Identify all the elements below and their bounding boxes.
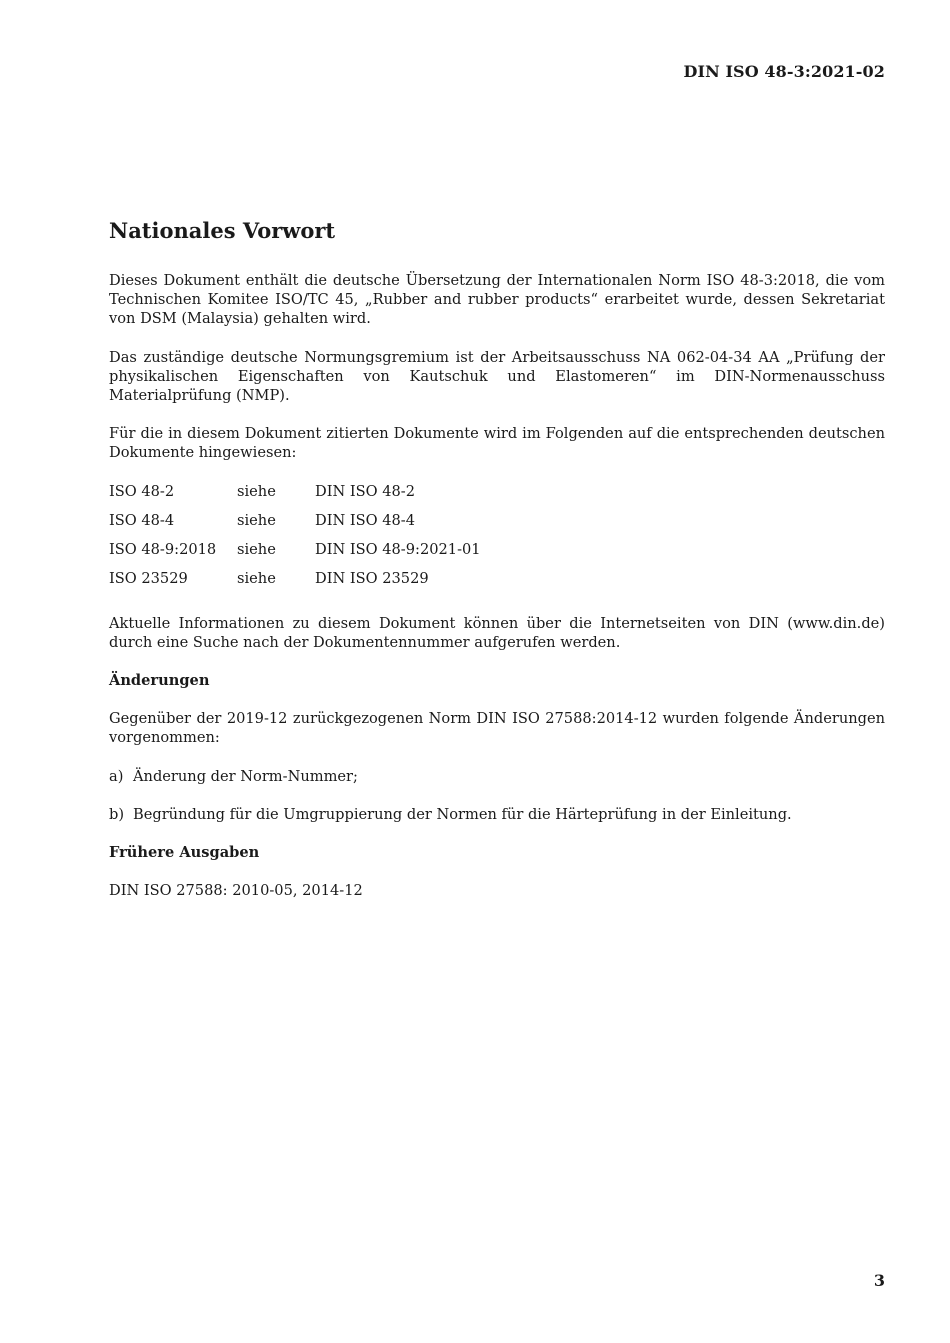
reference-din: DIN ISO 48-9:2021-01 <box>315 540 481 558</box>
reference-iso: ISO 23529 <box>109 569 188 587</box>
list-item <box>109 767 885 786</box>
reference-relation: siehe <box>237 569 276 587</box>
changes-intro: Gegenüber der 2019-12 zurückgezogenen Norm DIN ISO 27588:2014-12 wurden folgende Änderungen vorgenommen: <box>109 710 885 747</box>
paragraph-din-info: Aktuelle Informationen zu diesem Dokument können über die Internetseiten von DIN (www.din.de) durch eine Suche nach der Dokumentennummer aufgerufen werden. <box>109 614 885 651</box>
reference-relation: siehe <box>237 511 276 529</box>
reference-relation: siehe <box>237 540 276 558</box>
page-number: 3 <box>873 1271 885 1290</box>
paragraph-intro: Dieses Dokument enthält die deutsche Übersetzung der Internationalen Norm ISO 48-3:2018, die vom Technischen Komitee ISO/TC 45, „Rubber and rubber products“ erarbeitet wurde, dessen Sekretariat von DSM (Malaysia) gehalten wird. <box>109 272 885 328</box>
table-row <box>109 511 481 540</box>
list-text: Änderung der Norm-Nummer; <box>133 767 358 785</box>
changes-heading: Änderungen <box>109 672 210 690</box>
reference-iso: ISO 48-4 <box>109 511 175 529</box>
table-row <box>109 540 481 569</box>
list-marker: a) <box>109 767 124 785</box>
earlier-editions-heading: Frühere Ausgaben <box>109 844 260 862</box>
list-text: Begründung für die Umgruppierung der Normen für die Härteprüfung in der Einleitung. <box>133 805 792 823</box>
paragraph-committee: Das zuständige deutsche Normungsgremium ist der Arbeitsausschuss NA 062-04-34 AA „Prüfung der physikalischen Eigenschaften von Kautschuk und Elastomeren“ im DIN-Normenausschuss Materialprüfung (NMP). <box>109 348 885 405</box>
reference-iso: ISO 48-9:2018 <box>109 540 217 558</box>
reference-din: DIN ISO 48-4 <box>315 511 416 529</box>
document-code: DIN ISO 48-3:2021-02 <box>683 62 885 81</box>
earlier-editions-text: DIN ISO 27588: 2010-05, 2014-12 <box>109 882 363 900</box>
reference-din: DIN ISO 48-2 <box>315 482 416 500</box>
table-row <box>109 569 481 598</box>
list-marker: b) <box>109 805 125 823</box>
table-row <box>109 482 481 511</box>
reference-table <box>109 482 481 598</box>
page-title: Nationales Vorwort <box>109 218 336 243</box>
reference-relation: siehe <box>237 482 276 500</box>
page-content <box>109 215 885 919</box>
reference-iso: ISO 48-2 <box>109 482 175 500</box>
paragraph-references-intro: Für die in diesem Dokument zitierten Dokumente wird im Folgenden auf die entsprechenden deutschen Dokumente hingewiesen: <box>109 425 885 462</box>
list-item <box>109 805 885 824</box>
reference-din: DIN ISO 23529 <box>315 569 429 587</box>
